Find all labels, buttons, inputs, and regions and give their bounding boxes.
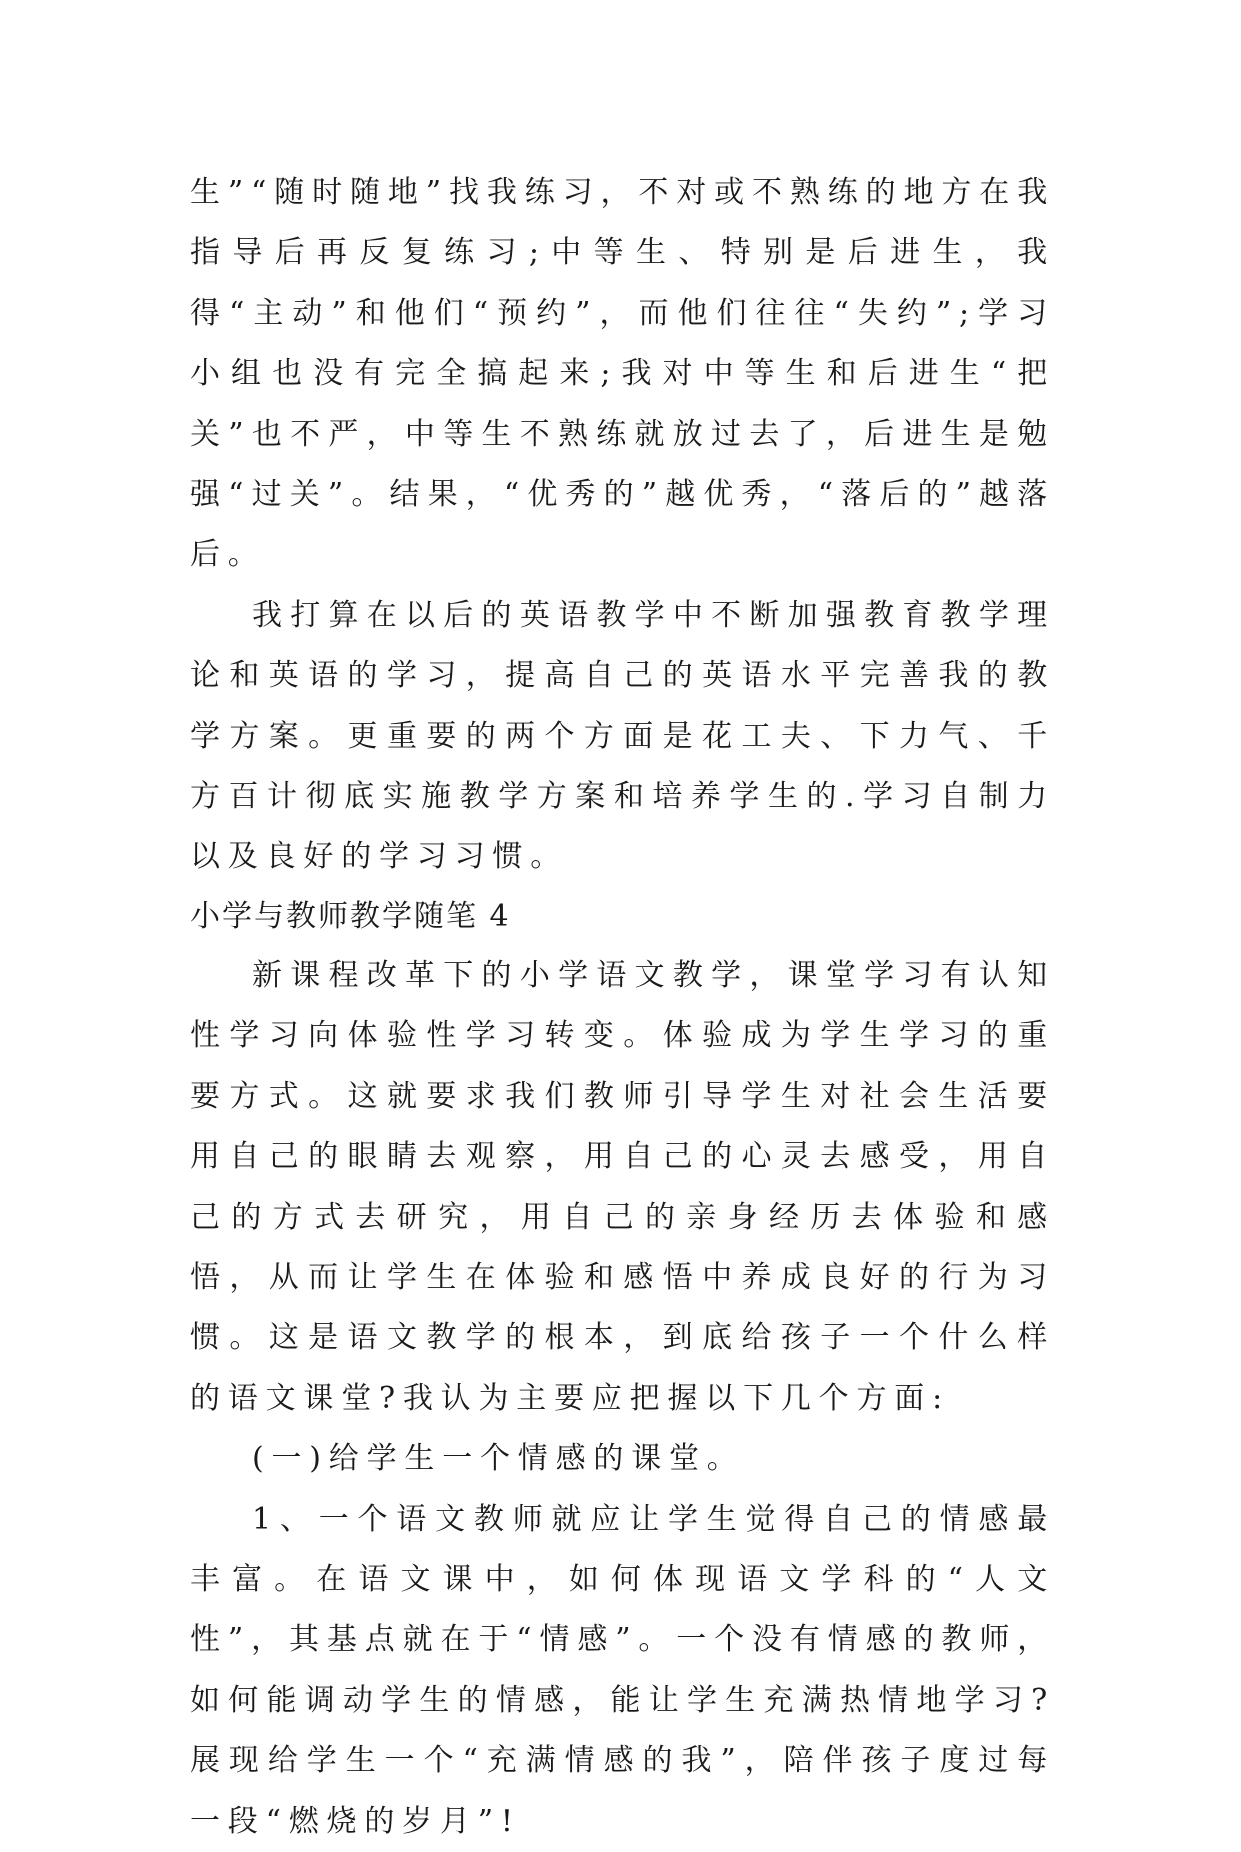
section-heading: 小学与教师教学随笔 4 — [190, 898, 511, 934]
paragraph-subheading: (一)给学生一个情感的课堂。 — [252, 1441, 745, 1477]
paragraph-continuation: 生”“随时随地”找我练习，不对或不熟练的地方在我指导后再反复练习;中等生、特别是后进生，我得“主动”和他们“预约”，而他们往往“失约”;学习小组也没有完全搞起来;我对中等生和后进生“把关”也不严，中等生不熟练就放过去了，后进生是勉强“过关”。结果，“优秀的”越优秀，“落后的”越落后。 — [190, 175, 1055, 573]
paragraph-point-1: 1、一个语文教师就应让学生觉得自己的情感最丰富。在语文课中，如何体现语文学科的“人文性”，其基点就在于“情感”。一个没有情感的教师，如何能调动学生的情感，能让学生充满热情地学习?展现给学生一个“充满情感的我”，陪伴孩子度过每一段“燃烧的岁月”! — [190, 1501, 1055, 1839]
paragraph-intro: 新课程改革下的小学语文教学，课堂学习有认知性学习向体验性学习转变。体验成为学生学习的重要方式。这就要求我们教师引导学生对社会生活要用自己的眼睛去观察，用自己的心灵去感受，用自己的方式去研究，用自己的亲身经历去体验和感悟，从而让学生在体验和感悟中养成良好的行为习惯。这是语文教学的根本，到底给孩子一个什么样的语文课堂?我认为主要应把握以下几个方面: — [190, 957, 1055, 1416]
document-body — [190, 163, 1055, 1852]
paragraph-plan: 我打算在以后的英语教学中不断加强教育教学理论和英语的学习，提高自己的英语水平完善我的教学方案。更重要的两个方面是花工夫、下力气、千方百计彻底实施教学方案和培养学生的.学习自制力以及良好的学习习惯。 — [190, 597, 1055, 875]
